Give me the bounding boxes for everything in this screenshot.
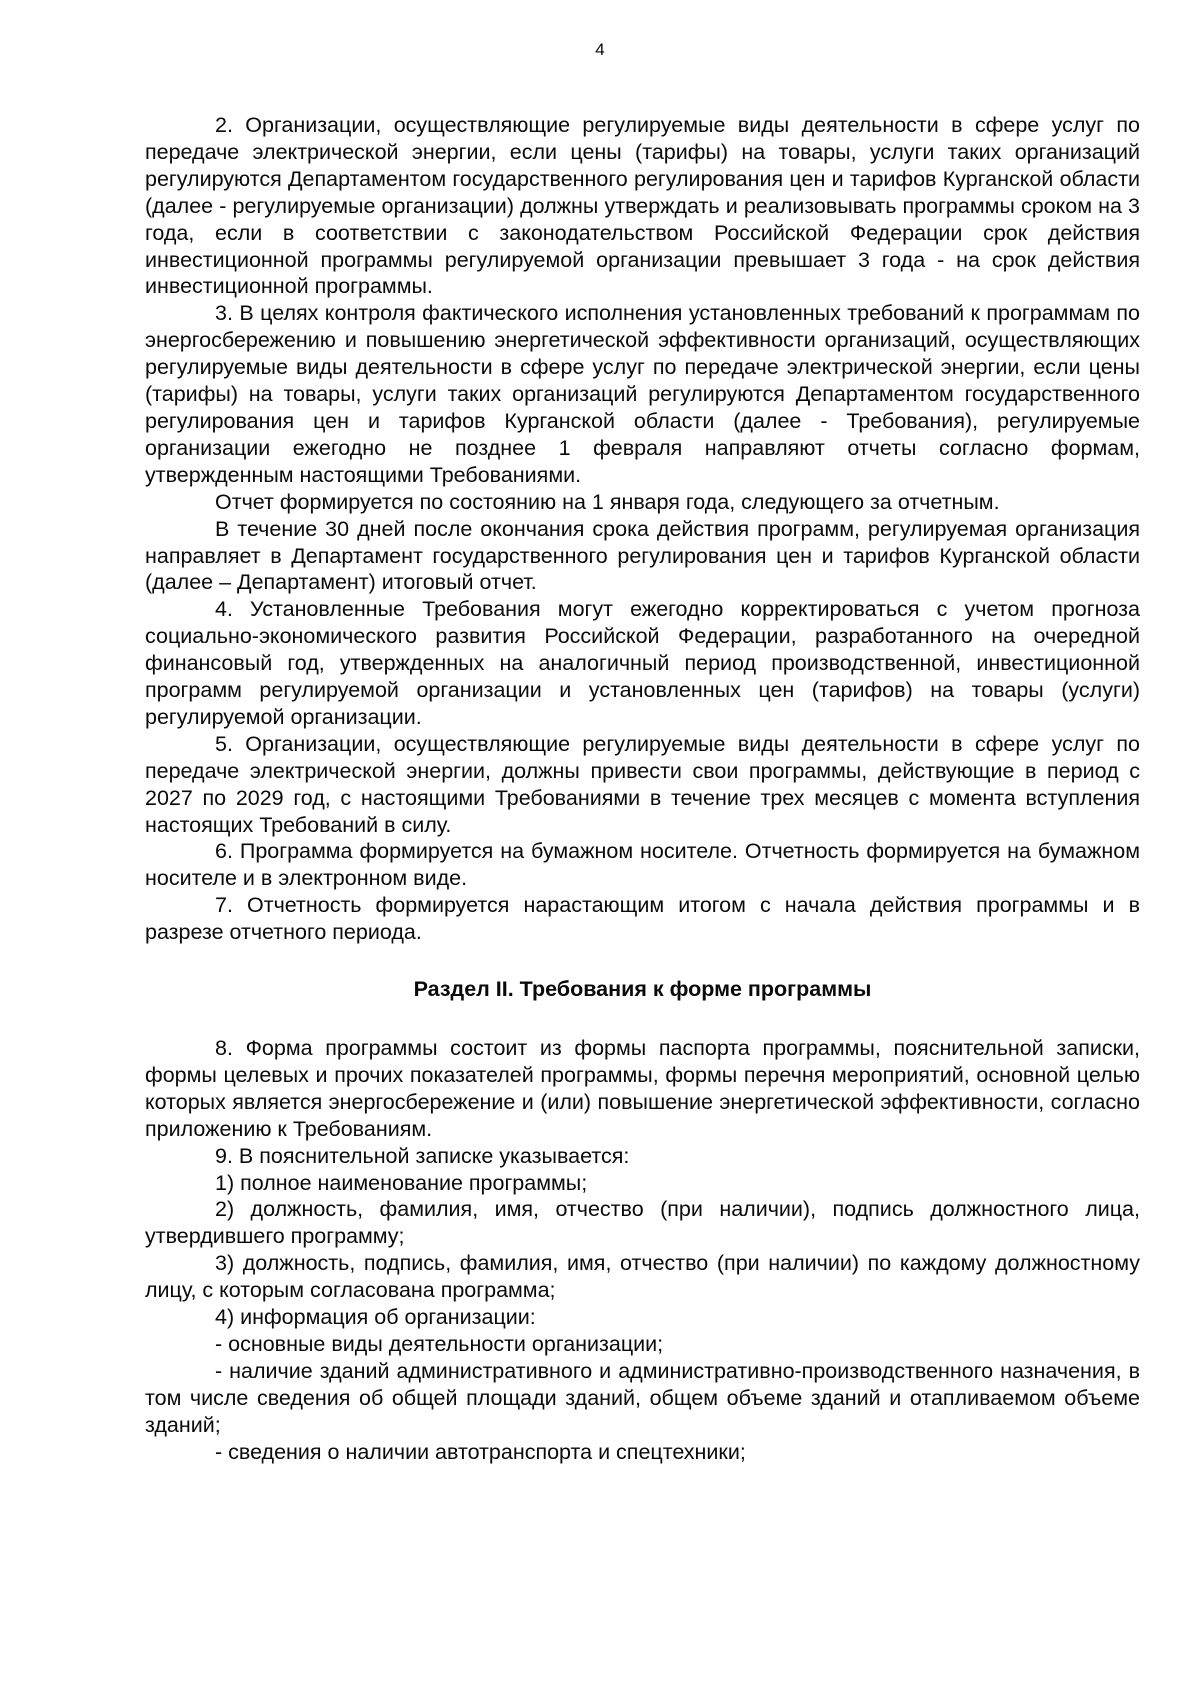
paragraph-7: 7. Отчетность формируется нарастающим итогом с начала действия программы и в разрезе отчетного периода. (145, 893, 1140, 945)
paragraph-3: 3. В целях контроля фактического исполнения установленных требований к программам по энергосбережению и повышению энергетической эффективности организаций, осуществляющих регулируемые виды деятельности в сфере услуг по передаче электрической энергии, если цены (тарифы) на товары, услуги таких организаций регулируются Департаментом государственного регулирования цен и тарифов Курганской области (далее - Требования), регулируемые организации ежегодно не позднее 1 февраля направляют отчеты согласно формам, утвержденным настоящими Требованиями. (145, 301, 1140, 487)
list-item-2: 2) должность, фамилия, имя, отчество (при наличии), подпись должностного лица, утвердившего программу; (145, 1197, 1140, 1249)
paragraph-9: 9. В пояснительной записке указывается: (215, 1143, 630, 1168)
page-number: 4 (595, 40, 605, 59)
list-item-4: 4) информация об организации: (215, 1305, 536, 1330)
list-item-3: 3) должность, подпись, фамилия, имя, отчество (при наличии) по каждому должностному лицу, с которым согласована программа; (145, 1251, 1140, 1303)
sub-item-activities: - основные виды деятельности организации; (215, 1331, 664, 1356)
paragraph-4: 4. Установленные Требования могут ежегодно корректироваться с учетом прогноза социально-экономического развития Российской Федерации, разработанного на очередной финансовый год, утвержденных на аналогичный период производственной, инвестиционной программ регулируемой организации и установленных цен (тарифов) на товары (услуги) регулируемой организации. (145, 597, 1140, 729)
paragraph-report-date: Отчет формируется по состоянию на 1 января года, следующего за отчетным. (215, 489, 1000, 514)
sub-item-vehicles: - сведения о наличии автотранспорта и спецтехники; (215, 1439, 746, 1464)
document-body (145, 112, 1140, 1466)
section-heading: Раздел II. Требования к форме программы (413, 977, 872, 1002)
paragraph-5: 5. Организации, осуществляющие регулируемые виды деятельности в сфере услуг по передаче электрической энергии, должны привести свои программы, действующие в период с 2027 по 2029 год, с настоящими Требованиями в течение трех месяцев с момента вступления настоящих Требований в силу. (145, 731, 1140, 837)
sub-item-buildings: - наличие зданий административного и административно-производственного назначения, в том числе сведения об общей площади зданий, общем объеме зданий и отапливаемом объеме зданий; (145, 1358, 1140, 1437)
paragraph-8: 8. Форма программы состоит из формы паспорта программы, пояснительной записки, формы целевых и прочих показателей программы, формы перечня мероприятий, основной целью которых является энергосбережение и (или) повышение энергетической эффективности, согласно приложению к Требованиям. (145, 1036, 1140, 1141)
paragraph-2: 2. Организации, осуществляющие регулируемые виды деятельности в сфере услуг по передаче электрической энергии, если цены (тарифы) на товары, услуги таких организаций регулируются Департаментом государственного регулирования цен и тарифов Курганской области (далее - регулируемые организации) должны утверждать и реализовывать программы сроком на 3 года, если в соответствии с законодательством Российской Федерации срок действия инвестиционной программы регулируемой организации превышает 3 года - на срок действия инвестиционной программы. (145, 113, 1140, 299)
paragraph-final-report: В течение 30 дней после окончания срока действия программ, регулируемая организация направляет в Департамент государственного регулирования цен и тарифов Курганской области (далее – Департамент) итоговый отчет. (145, 516, 1140, 595)
list-item-1: 1) полное наименование программы; (215, 1170, 588, 1195)
paragraph-6: 6. Программа формируется на бумажном носителе. Отчетность формируется на бумажном носителе и в электронном виде. (145, 839, 1140, 891)
